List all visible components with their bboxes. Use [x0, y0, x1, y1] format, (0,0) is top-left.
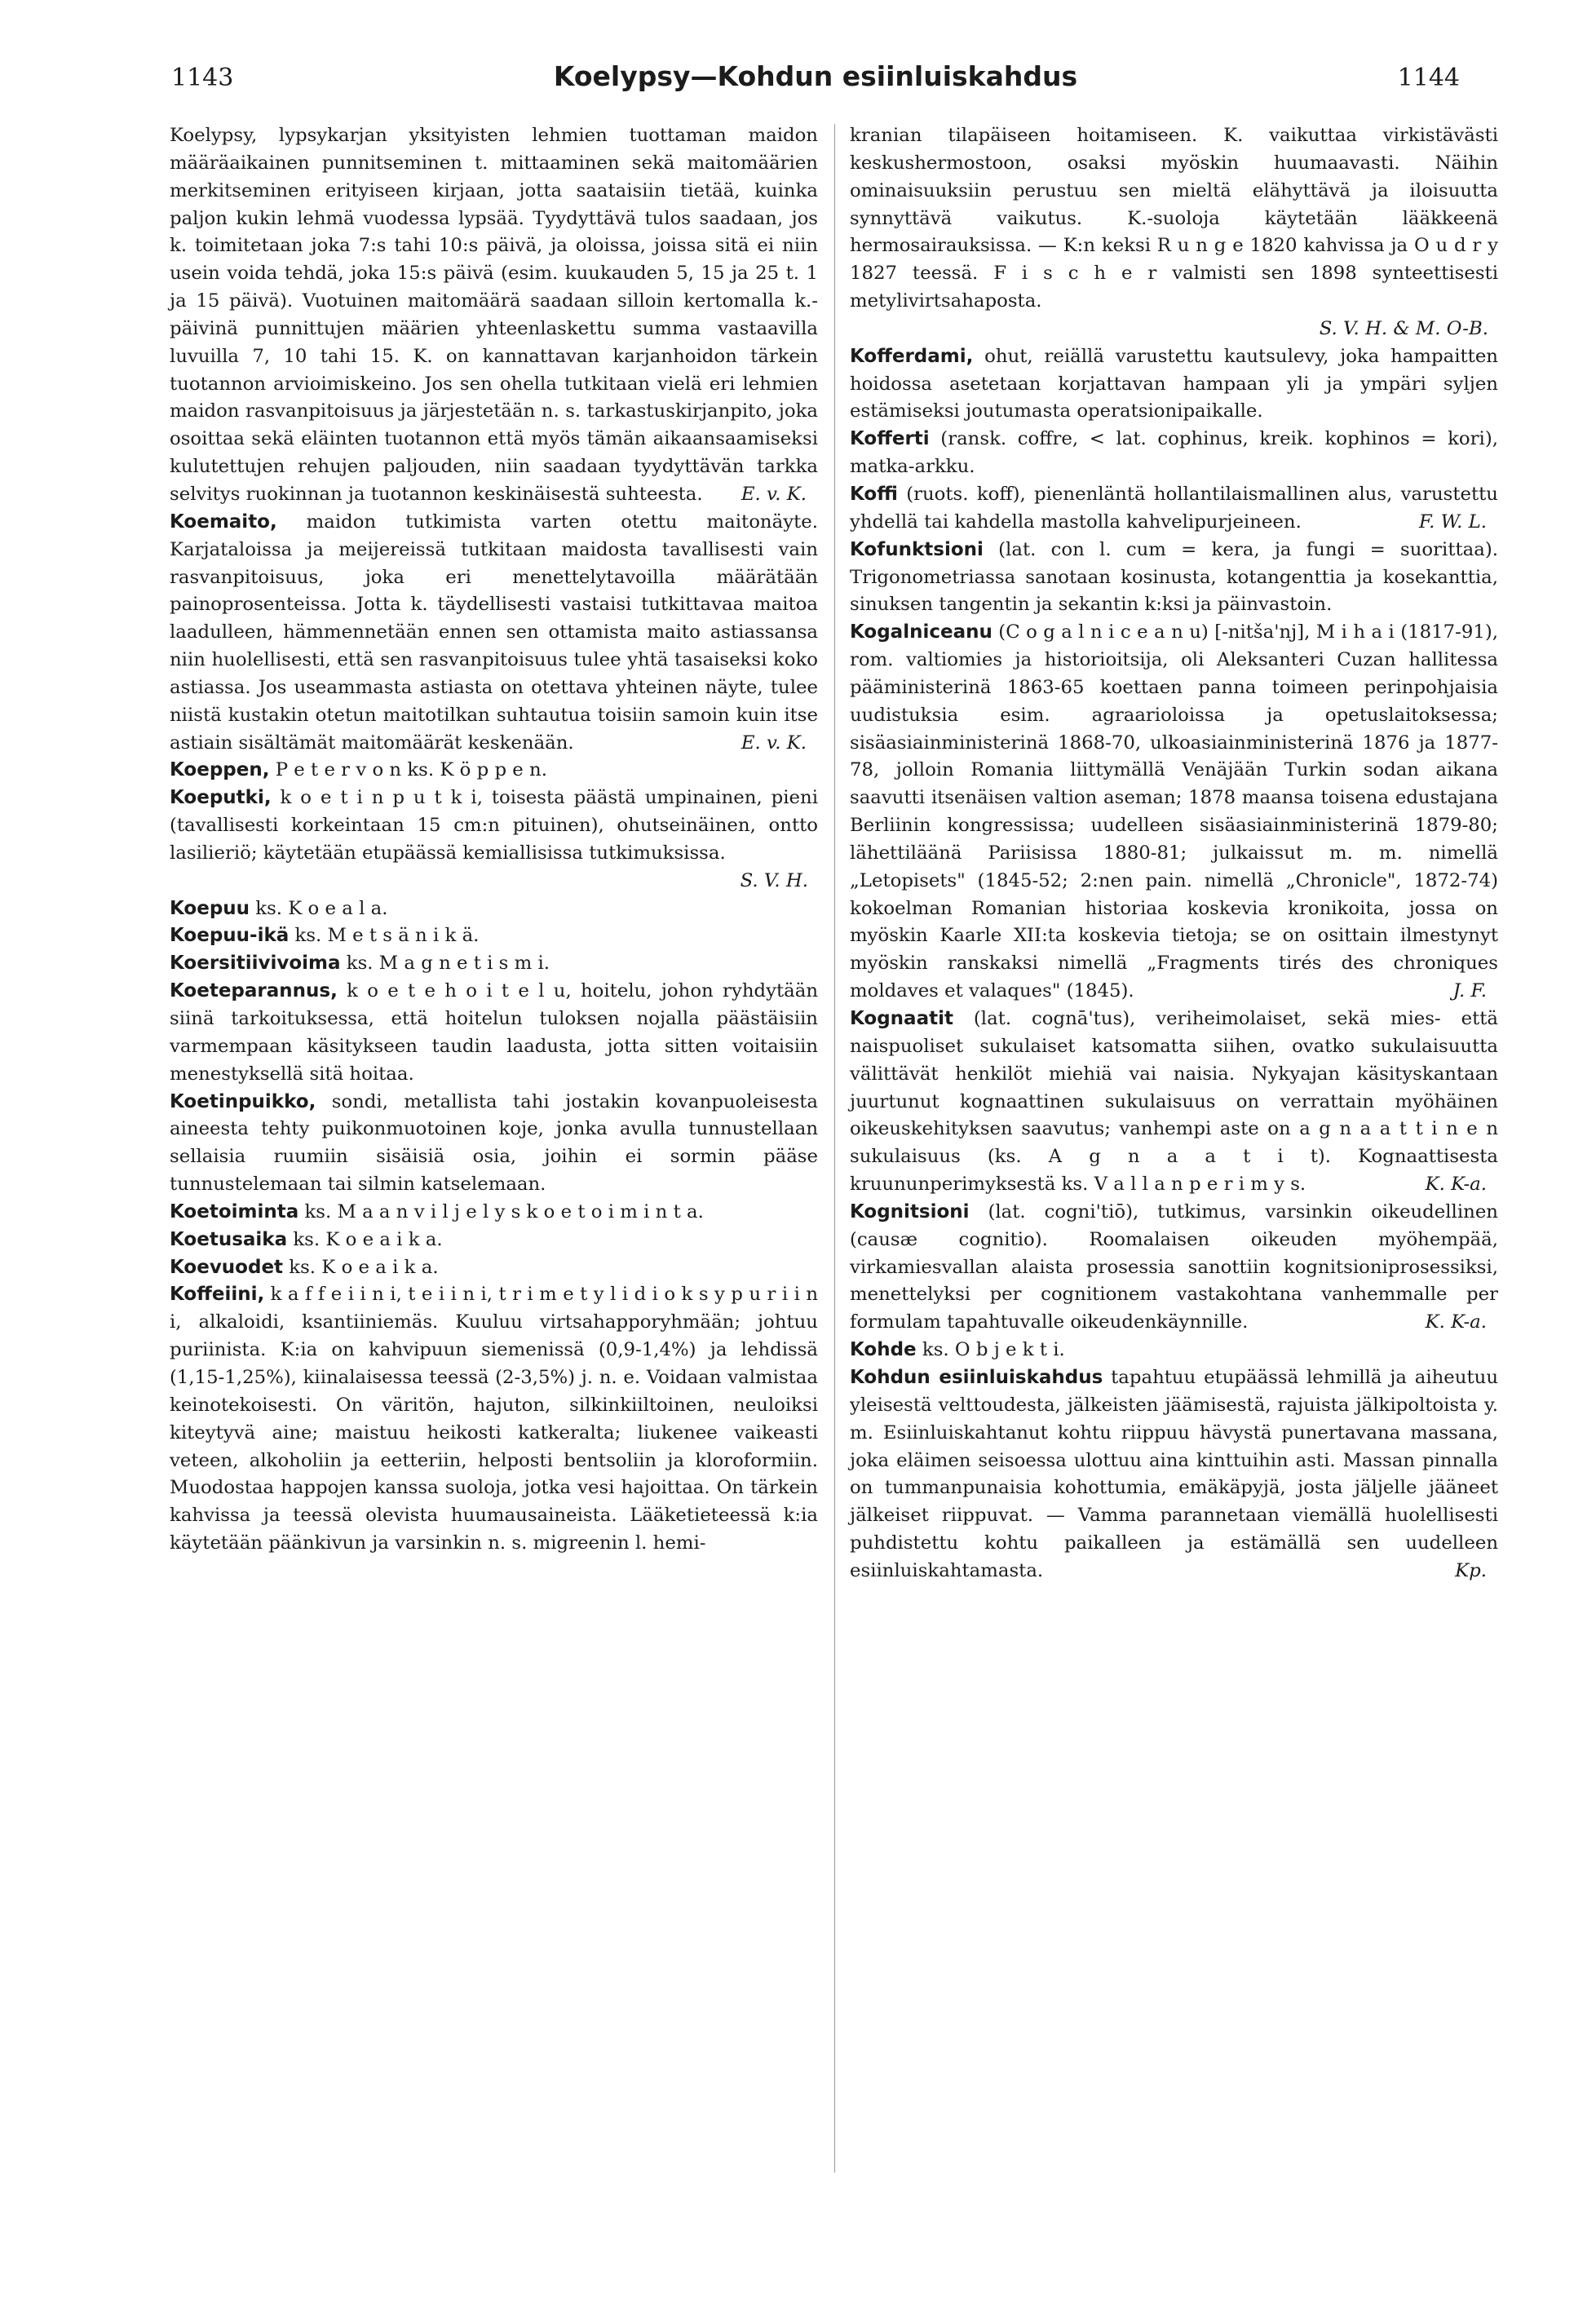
entry-headword: Koffi: [850, 483, 898, 505]
dictionary-entry: [170, 895, 818, 923]
entry-text: ks. O b j e k t i.: [916, 1339, 1065, 1361]
entry-text: maidon tutkimista varten otettu maitonäyte. Karjataloissa ja meijereissä tutkitaan maidosta tavallisesti vain rasvanpitoisuus, joka eri menettelytavoilla määrätään painoprosenteissa. Jotta k. täydellisesti vastaisi tutkittavaa maitoa laadulleen, hämmennetään ennen sen ottamista maito astiassansa niin huolellisesti, että sen rasvanpitoisuus tulee yhtä tasaiseksi koko astiassa. Jos useammasta astiasta on otettava yhteinen näyte, tulee niistä kustakin otetun maitotilkan suhtautua toisiin samoin kuin itse astiain sisältämät maitomäärät keskenään.: [170, 511, 818, 754]
entry-headword: Kofunktsioni: [850, 538, 984, 560]
entry-text: ks. M e t s ä n i k ä.: [289, 925, 480, 947]
entry-headword: Koetusaika: [170, 1228, 288, 1250]
dictionary-entry: [850, 481, 1498, 537]
dictionary-entry: [170, 785, 818, 895]
entry-headword: Koetoiminta: [170, 1200, 299, 1223]
dictionary-entry: [170, 1199, 818, 1227]
entry-headword: Koepuu-ikä: [170, 925, 290, 947]
entry-headword: Koeteparannus,: [170, 980, 338, 1002]
right-page-number: 1144: [1397, 64, 1460, 92]
entry-headword: Kofferti: [850, 428, 930, 450]
entry-text: ohut, reiällä varustettu kautsulevy, joka hampaitten hoidossa asetetaan korjattavan hampaan yli ja ympäri syljen estämiseksi joutumasta operatsionipaikalle.: [850, 345, 1498, 422]
entry-text: ks. K o e a i k a.: [283, 1256, 439, 1278]
entry-headword: Kohde: [850, 1339, 917, 1361]
entry-text: k o e t i n p u t k i, toisesta päästä umpinainen, pieni (tavallisesti korkeintaan 15 cm:n pituinen), ohutseinäinen, ontto lasilieriö; käytetään etupäässä kemiallisissa tutkimuksissa.: [170, 787, 818, 864]
author-signature: K. K-a.: [1425, 1174, 1487, 1196]
entry-text: ks. K o e a l a.: [250, 897, 388, 919]
column-divider: [834, 124, 835, 2173]
dictionary-entry: [170, 509, 818, 758]
entry-text: P e t e r v o n ks. K ö p p e n.: [269, 759, 547, 781]
entry-headword: Kognitsioni: [850, 1200, 970, 1223]
author-signature: J. F.: [1452, 980, 1487, 1002]
dictionary-entry: [850, 537, 1498, 620]
author-signature: E. v. K.: [741, 732, 807, 754]
dictionary-entry: [850, 343, 1498, 427]
entry-headword: Koevuodet: [170, 1256, 284, 1278]
entry-headword: Koeputki,: [170, 787, 272, 809]
dictionary-entry: [170, 122, 818, 509]
entry-text: k o e t e h o i t e l u, hoitelu, johon ryhdytään siinä tarkoituksessa, että hoitelun tuloksen nojalla päästäisiin varmempaan käsitykseen taudin laadusta, jotta sitten voitaisiin menestyksellä sitä hoitaa.: [170, 980, 818, 1085]
entry-text: kranian tilapäiseen hoitamiseen. K. vaikuttaa virkistävästi keskushermostoon, osaksi myöskin huumaavasti. Näihin ominaisuuksiin perustuu sen mieltä elähyttävä ja iloisuutta synnyttävä vaikutus. K.-suoloja käytetään lääkkeenä hermosairauksissa. — K:n keksi R u n g e 1820 kahvissa ja O u d r y 1827 teessä. F i s c h e r valmisti sen 1898 synteettisesti metylivirtsahaposta.: [850, 125, 1498, 312]
dictionary-entry: [850, 122, 1498, 343]
entry-headword: Koffeiini,: [170, 1284, 265, 1306]
dictionary-entry: [850, 619, 1498, 1006]
author-signature: S. V. H. & M. O-B.: [1319, 317, 1488, 339]
dictionary-entry: [170, 1089, 818, 1199]
author-signature: S. V. H.: [740, 869, 808, 891]
entry-text: ks. M a g n e t i s m i.: [340, 953, 550, 975]
entry-headword: Kognaatit: [850, 1008, 953, 1029]
dictionary-entry: [850, 426, 1498, 481]
dictionary-entry: [850, 1006, 1498, 1199]
entry-text: ks. K o e a i k a.: [287, 1228, 443, 1250]
entry-headword: Koetinpuikko,: [170, 1090, 316, 1112]
entry-headword: Koepuu: [170, 897, 250, 919]
dictionary-entry: [850, 1364, 1498, 1585]
entry-text: Koelypsy, lypsykarjan yksityisten lehmien tuottaman maidon määräaikainen punnitseminen t. mittaaminen sekä maitomäärien merkitseminen erityiseen kirjaan, jotta saataisiin tietää, kuinka paljon kukin lehmä vuodessa lypsää. Tyydyttävä tulos saadaan, jos k. toimitetaan joka 7:s tahi 10:s päivä, ja oloissa, joissa sitä ei niin usein voida tehdä, joka 15:s päivä (esim. kuukauden 5, 15 ja 25 t. 1 ja 15 päivä). Vuotuinen maitomäärä saadaan silloin kertomalla k.-päivinä punnittujen määrien yhteenlaskettu summa vastaavilla luvuilla 7, 10 tahi 15. K. on kannattavan karjanhoidon tärkein tuotannon arvioimiskeino. Jos sen ohella tutkitaan vielä eri lehmien maidon rasvanpitoisuus ja järjestetään n. s. tarkastuskirjanpito, joka osoittaa sekä eläinten tuotannon että myös tämän aikaansaamiseksi kulutettujen rehujen paljouden, niin saadaan tyydyttävän tarkka selvitys ruokinnan ja tuotannon keskinäisestä suhteesta.: [170, 125, 818, 505]
right-column: [850, 122, 1498, 1585]
entry-text: (C o g a l n i c e a n u) [-nitša'nj], M i h a i (1817-91), rom. valtiomies ja historioitsija, oli Aleksanteri Cuzan hallitessa pääministerinä 1863-65 koettaen panna toimeen perinpohjaisia uudistuksia esim. agraarioloissa ja opetuslaitoksessa; sisäasiainministerinä 1868-70, ulkoasiainministerinä 1876 ja 1877-78, jolloin Romania liittymällä Venäjään Turkin sodan aikana saavutti itsenäisen valtion aseman; 1878 maansa toisena edustajana Berliinin kongressissa; uudelleen sisäasiainministerinä 1879-80; lähettiläänä Pariisissa 1880-81; julkaissut m. m. nimellä „Letopisets" (1845-52; 2:nen pain. nimellä „Chronicle", 1872-74) kokoelman Romanian historiaa koskevia kronikoita, jossa on myöskin Kaarle XII:ta koskevia tietoja; se on osittain ilmestynyt myöskin ranskaksi nimellä „Fragments tirés des chroniques moldaves et valaques" (1845).: [850, 621, 1498, 1002]
entry-headword: Koersitiivivoima: [170, 953, 341, 975]
entry-text: (lat. cognā'tus), veriheimolaiset, sekä mies- että naispuoliset sukulaiset katsomatta siihen, ovatko sukulaisuutta välittävät henkilöt miehiä vai naisia. Nykyajan käsityskantaan juurtunut kognaattinen sukulaisuus on verrattain myöhäinen oikeuskehityksen saavutus; vanhempi aste on a g n a a t t i n e n sukulaisuus (ks. A g n a a t i t). Kognaattisesta kruununperimyksestä ks. V a l l a n p e r i m y s.: [850, 1008, 1498, 1196]
author-signature: F. W. L.: [1418, 511, 1487, 533]
dictionary-entry: [170, 978, 818, 1088]
entry-headword: Koemaito,: [170, 511, 277, 533]
dictionary-entry: [170, 1254, 818, 1282]
running-title: Koelypsy—Kohdun esiinluiskahdus: [553, 60, 1078, 92]
entry-text: (lat. cogni'tiō), tutkimus, varsinkin oikeudellinen (causæ cognitio). Roomalaisen oikeuden myöhempää, virkamiesvallan alaista prosessia sanottiin kognitsioniprosessiksi, menettelyksi per cognitionem vastakohtana vanhemmalle per formulam tapahtuvalle oikeudenkäynnille.: [850, 1200, 1498, 1333]
dictionary-entry: [170, 922, 818, 950]
entry-headword: Kohdun esiinluiskahdus: [850, 1366, 1103, 1388]
dictionary-entry: [170, 757, 818, 785]
author-signature: K. K-a.: [1425, 1311, 1487, 1333]
entry-headword: Kogalniceanu: [850, 621, 993, 643]
entry-headword: Kofferdami,: [850, 345, 974, 367]
entry-headword: Koeppen,: [170, 759, 270, 781]
dictionary-entry: [850, 1337, 1498, 1364]
left-page-number: 1143: [171, 64, 234, 92]
entry-text: (ransk. coffre, < lat. cophinus, kreik. kophinos = kori), matka-arkku.: [850, 428, 1498, 478]
dictionary-entry: [170, 950, 818, 978]
entry-text: (ruots. koff), pienenläntä hollantilaismallinen alus, varustettu yhdellä tai kahdella mastolla kahvelipurjeineen.: [850, 483, 1498, 533]
author-signature: Kp.: [1455, 1559, 1487, 1581]
dictionary-entry: [170, 1281, 818, 1557]
author-signature: E. v. K.: [741, 483, 807, 505]
page-header: [171, 60, 1460, 101]
left-column: [170, 122, 818, 1558]
entry-text: sondi, metallista tahi jostakin kovanpuoleisesta aineesta tehty puikonmuotoinen koje, jonka avulla tunnustellaan sellaisia ruumiin sisäisiä osia, joihin ei sormin pääse tunnustelemaan tai silmin katselemaan.: [170, 1090, 818, 1196]
entry-text: ks. M a a n v i l j e l y s k o e t o i m i n t a.: [298, 1200, 704, 1223]
entry-text: (lat. con l. cum = kera, ja fungi = suorittaa). Trigonometriassa sanotaan kosinusta, kotangenttia ja kosekanttia, sinuksen tangentin ja sekantin k:ksi ja päinvastoin.: [850, 538, 1498, 616]
entry-text: tapahtuu etupäässä lehmillä ja aiheutuu yleisestä velttoudesta, jälkeisten jäämisestä, rajuista jälkipoltoista y. m. Esiinluiskahtanut kohtu riippuu hävystä punertavana massana, joka eläimen seisoessa ulottuu aina kinttuihin asti. Massan pinnalla on tummanpunaisia kohottumia, emäkäpyjä, josta jäljelle jääneet jälkeiset riippuvat. — Vamma parannetaan viemällä huolellisesti puhdistettu kohtu paikalleen ja estämällä sen uudelleen esiinluiskahtamasta.: [850, 1366, 1498, 1581]
dictionary-entry: [850, 1199, 1498, 1337]
dictionary-entry: [170, 1227, 818, 1254]
entry-text: k a f f e i i n i, t e i i n i, t r i m e t y l i d i o k s y p u r i i n i, alkaloidi, ksantiiniemäs. Kuuluu virtsahapporyhmään; johtuu puriinista. K:ia on kahvipuun siemenissä (0,9-1,4%) ja lehdissä (1,15-1,25%), kiinalaisessa teessä (2-3,5%) j. n. e. Voidaan valmistaa keinotekoisesti. On väritön, hajuton, silkinkiiltoinen, neuloiksi kiteytyvä aine; maistuu heikosti katkeralta; liukenee vaikeasti veteen, alkoholiin ja eetteriin, helposti bentsoliin ja kloroformiin. Muodostaa happojen kanssa suoloja, jotka vesi hajoittaa. On tärkein kahvissa ja teessä olevista huumausaineista. Lääketieteessä k:ia käytetään päänkivun ja varsinkin n. s. migreenin l. hemi-: [170, 1284, 818, 1554]
